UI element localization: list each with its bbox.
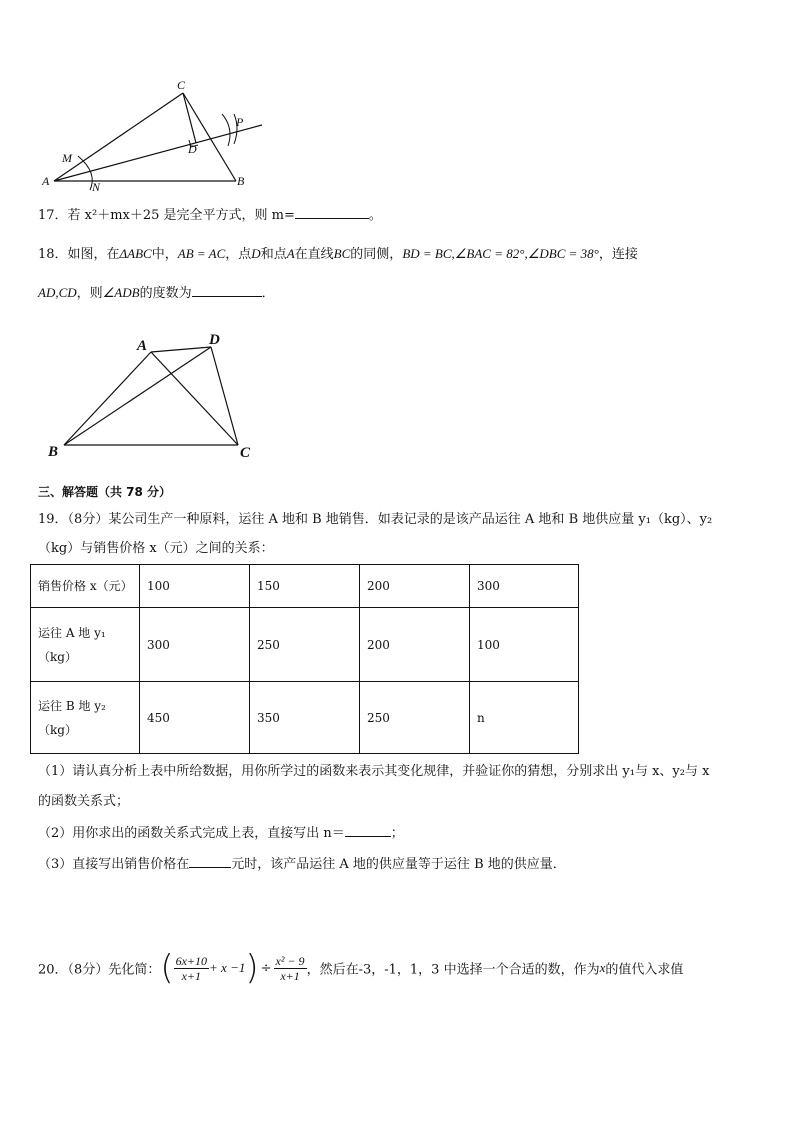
q18-text-f: ，连接 bbox=[598, 247, 638, 262]
question-20 bbox=[38, 948, 683, 988]
label-m: M bbox=[62, 151, 72, 165]
q18-text-h: 的度数为 bbox=[139, 286, 192, 301]
table-cell: 250 bbox=[250, 608, 360, 682]
table-row bbox=[31, 608, 579, 682]
q18-angle-adb: ∠ADB bbox=[102, 285, 140, 300]
figure-1 bbox=[38, 78, 278, 198]
q20-suffix: ，然后在-3，-1，1，3 中选择一个合适的数，作为 bbox=[306, 962, 600, 978]
q18-prefix: 18．如图，在 bbox=[38, 247, 120, 262]
figure-2-svg bbox=[44, 330, 264, 465]
table-cell: 300 bbox=[140, 608, 250, 682]
q20-fraction-2 bbox=[274, 954, 307, 983]
q19-part3-blank bbox=[189, 855, 231, 868]
q18-condition-ab-ac: AB = AC bbox=[177, 246, 226, 261]
fraction-1-denominator: x+1 bbox=[181, 968, 202, 983]
q19-part2-end: ； bbox=[390, 826, 404, 841]
q19-part2-blank bbox=[345, 824, 391, 837]
label-c: C bbox=[177, 78, 186, 92]
q19-part1-line1: （1）请认真分析上表中所给数据，用你所学过的函数来表示其变化规律，并验证你的猜想，分别求出 y₁与 x、y₂与 x bbox=[38, 764, 710, 779]
row-header-price: 销售价格 x（元） bbox=[38, 579, 133, 593]
q18-answer-blank bbox=[192, 284, 262, 297]
table-cell: 250 bbox=[360, 682, 470, 754]
q18-text-d: 在直线 bbox=[294, 247, 334, 262]
segment-ac bbox=[54, 93, 183, 181]
segment-cb bbox=[183, 93, 236, 181]
table-cell: 300 bbox=[470, 565, 579, 608]
table-row bbox=[31, 682, 579, 754]
figure-2 bbox=[44, 330, 264, 465]
table-cell: 200 bbox=[360, 565, 470, 608]
fraction-2-denominator: x+1 bbox=[280, 968, 300, 983]
q20-variable: x bbox=[599, 960, 606, 975]
row-header-b-unit: （kg） bbox=[38, 722, 77, 737]
segment-bd bbox=[64, 347, 211, 445]
table-cell: 200 bbox=[360, 608, 470, 682]
label-p: P bbox=[236, 115, 244, 129]
q20-divide: ÷ bbox=[260, 960, 272, 976]
table-cell: 150 bbox=[250, 565, 360, 608]
q19-line1: 19．（8分）某公司生产一种原料，运往 A 地和 B 地销售．如表记录的是该产品运往 A 地和 B 地供应量 y₁（kg）、y₂ bbox=[38, 512, 713, 527]
q19-part1-line2: 的函数关系式； bbox=[38, 794, 130, 809]
q17-text: 17．若 x²＋mx＋25 是完全平方式，则 m= bbox=[38, 208, 295, 223]
q17-end: 。 bbox=[368, 208, 382, 223]
q19-line2: （kg）与销售价格 x（元）之间的关系： bbox=[38, 541, 274, 556]
table-cell: n bbox=[470, 682, 579, 754]
table-cell: 450 bbox=[140, 682, 250, 754]
label-b2: B bbox=[48, 444, 59, 460]
section-3-title: 三、解答题（共 78 分） bbox=[38, 485, 172, 499]
q18-text-a: 中， bbox=[151, 247, 178, 262]
q19-table bbox=[30, 564, 579, 754]
right-paren: ) bbox=[245, 948, 259, 988]
q19-part3 bbox=[38, 855, 566, 874]
table-cell: 350 bbox=[250, 682, 360, 754]
question-18-line2 bbox=[38, 284, 275, 303]
q20-middle-term: + x −1 bbox=[209, 960, 246, 975]
left-paren: ( bbox=[160, 948, 174, 988]
q18-end: ． bbox=[261, 286, 275, 301]
label-a: A bbox=[42, 174, 50, 188]
row-header-b: 运往 B 地 y₂ bbox=[38, 698, 106, 713]
segment-ad bbox=[151, 347, 211, 352]
q20-prefix: 20．（8分）先化简： bbox=[38, 962, 161, 978]
label-b: B bbox=[237, 174, 245, 188]
question-18-line1 bbox=[38, 245, 638, 264]
q19-part3-end: 元时，该产品运往 A 地的供应量等于运往 B 地的供应量． bbox=[231, 857, 566, 872]
question-17 bbox=[38, 206, 382, 225]
q18-point-a: A bbox=[286, 246, 295, 261]
segment-ab2 bbox=[64, 352, 151, 445]
q18-line-bc: BC bbox=[333, 246, 351, 261]
q20-fraction-1 bbox=[174, 954, 209, 983]
table-row-header bbox=[31, 682, 140, 754]
row-header-a: 运往 A 地 y₁ bbox=[38, 625, 106, 640]
label-d: D bbox=[188, 142, 197, 156]
fraction-2-numerator: x² − 9 bbox=[275, 953, 305, 968]
table-row-header bbox=[31, 608, 140, 682]
q19-part2 bbox=[38, 824, 404, 843]
q18-text-c: 和点 bbox=[260, 247, 287, 262]
label-a2: A bbox=[137, 338, 148, 354]
q20-end: 的值代入求值 bbox=[605, 962, 684, 978]
row-header-a-unit: （kg） bbox=[38, 649, 77, 664]
q18-text-e: 的同侧， bbox=[350, 247, 403, 262]
arc-p-1 bbox=[222, 114, 230, 146]
segment-cd bbox=[183, 93, 196, 143]
table-cell: 100 bbox=[140, 565, 250, 608]
table-cell: 100 bbox=[470, 608, 579, 682]
q18-point-d: D bbox=[251, 246, 261, 261]
label-d2: D bbox=[209, 332, 220, 348]
q18-triangle: ΔABC bbox=[119, 246, 152, 261]
fraction-1-numerator: 6x+10 bbox=[175, 953, 208, 968]
label-c2: C bbox=[240, 445, 251, 461]
q19-part3-text: （3）直接写出销售价格在 bbox=[38, 857, 190, 872]
q18-text-b: ，点 bbox=[225, 247, 252, 262]
q18-segments: AD,CD bbox=[38, 285, 77, 300]
q17-answer-blank bbox=[295, 206, 369, 219]
q18-text-g: ，则 bbox=[76, 286, 103, 301]
label-n: N bbox=[92, 180, 101, 194]
table-row-header bbox=[31, 565, 140, 608]
q19-part2-text: （2）用你求出的函数关系式完成上表，直接写出 n＝ bbox=[38, 826, 345, 841]
table-row bbox=[31, 565, 579, 608]
q18-conditions: BD = BC,∠BAC = 82°,∠DBC = 38° bbox=[402, 246, 599, 261]
